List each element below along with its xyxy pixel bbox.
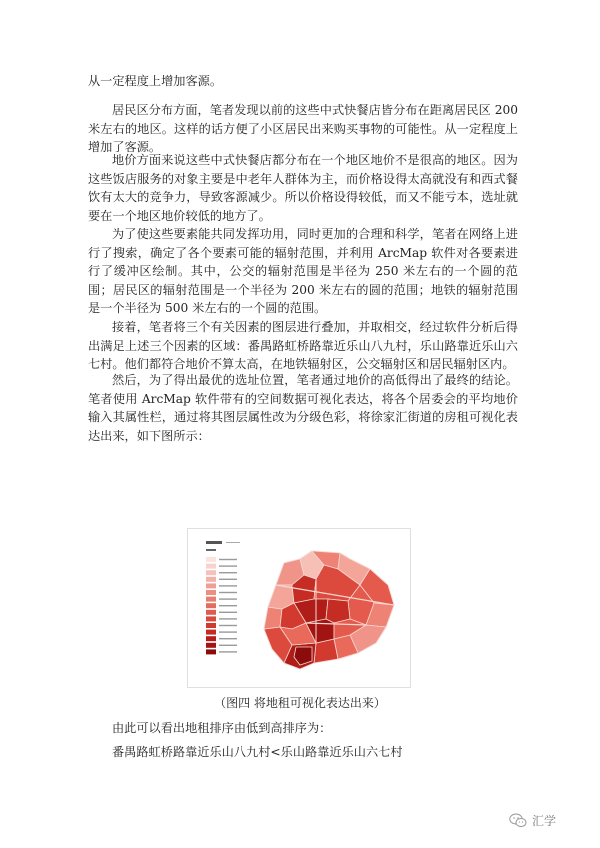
paragraph-conclusion: 然后，为了得出最优的选址位置，笔者通过地价的高低得出了最终的结论。笔者使用 ArcMap 软件带有的空间数据可视化表达，将各个居委会的平均地价输入其属性栏，通过将其图层属性改为分级色彩，将徐家汇街道的房租可视化表达出来，如下图所示： xyxy=(88,373,518,443)
legend-swatch xyxy=(206,577,216,582)
legend-swatch-label xyxy=(219,585,237,586)
legend-swatch xyxy=(206,557,216,562)
legend-swatch xyxy=(206,570,216,575)
legend-swatch xyxy=(206,590,216,595)
legend-swatch-label xyxy=(219,579,237,580)
paragraph-residential: 居民区分布方面，笔者发现以前的这些中式快餐店皆分布在距离居民区 200米左右的地区。这样的话方便了小区居民出来购买事物的可能性。从一定程度上增加了客源。 xyxy=(88,103,518,155)
legend-swatch-label xyxy=(219,618,237,619)
legend-swatch-label xyxy=(219,631,237,632)
wechat-icon xyxy=(509,813,527,828)
legend-swatch xyxy=(206,583,216,588)
paragraph-ranking-result: 番禺路虹桥路靠近乐山八九村<乐山路靠近乐山六七村 xyxy=(112,745,403,759)
footer-brand xyxy=(509,812,556,829)
legend-swatch-label xyxy=(219,612,237,613)
paragraph-ranking-intro: 由此可以看出地租排序由低到高排序为： xyxy=(112,721,332,735)
district-map xyxy=(264,551,394,669)
map-legend xyxy=(206,541,240,654)
legend-swatch xyxy=(206,636,216,641)
legend-swatches xyxy=(206,557,237,654)
legend-swatch-label xyxy=(219,638,237,639)
paragraph-land-price: 地价方面来说这些中式快餐店都分布在一个地区地价不是很高的地区。因为这些饭店服务的对象主要是中老年人群体为主，而价格设得太高就没有和西式餐饮有太大的竞争力，导致客源减少。所以价格设得较低，而又不能亏本，选址就要在一个地区地价较低的地方了。 xyxy=(88,153,518,223)
legend-title-mark xyxy=(206,541,222,544)
legend-swatch xyxy=(206,649,216,654)
legend-swatch xyxy=(206,610,216,615)
legend-swatch-label xyxy=(219,605,237,606)
legend-swatch xyxy=(206,643,216,648)
legend-swatch-label xyxy=(219,651,237,652)
paragraph-continuation: 从一定程度上增加客源。 xyxy=(88,74,223,88)
legend-swatch-label xyxy=(219,565,237,566)
paragraph-buffer: 为了使这些要素能共同发挥功用，同时更加的合理和科学，笔者在网络上进行了搜索，确定了各个要素可能的辐射范围，并利用 ArcMap 软件对各要素进行了缓冲区绘制。其中，公交的辐射范围是半径为 250 米左右的一个圆的范围；居民区的辐射范围是一个半径为 200 米左右的圆的范围；地铁的辐射范围是一个半径为 500 米左右的一个圆的范围。 xyxy=(88,227,518,316)
legend-swatch xyxy=(206,623,216,628)
legend-swatch-label xyxy=(219,625,237,626)
legend-swatch-label xyxy=(219,559,237,560)
legend-swatch xyxy=(206,564,216,569)
district-zone xyxy=(326,599,350,623)
legend-swatch-label xyxy=(219,645,237,646)
land-rent-map-figure xyxy=(187,528,411,688)
legend-swatch xyxy=(206,616,216,621)
land-rent-map-image xyxy=(188,529,410,687)
legend-subtitle-mark xyxy=(206,549,216,551)
legend-swatch xyxy=(206,597,216,602)
paragraph-overlay: 接着，笔者将三个有关因素的图层进行叠加，并取相交，经过软件分析后得出满足上述三个因素的区域：番禺路虹桥路靠近乐山八九村，乐山路靠近乐山六七村。他们都符合地价不算太高，在地铁辐射区，公交辐射区和居民辐射区内。 xyxy=(88,320,518,372)
legend-swatch-label xyxy=(219,572,237,573)
legend-swatch-label xyxy=(219,598,237,599)
legend-swatch xyxy=(206,603,216,608)
legend-swatch-label xyxy=(219,592,237,593)
legend-swatch xyxy=(206,630,216,635)
figure-caption: （图四 将地租可视化表达出来） xyxy=(214,696,386,710)
district-zone xyxy=(264,607,282,629)
footer-brand-name: 汇学 xyxy=(531,814,556,828)
legend-title-line xyxy=(226,542,240,543)
